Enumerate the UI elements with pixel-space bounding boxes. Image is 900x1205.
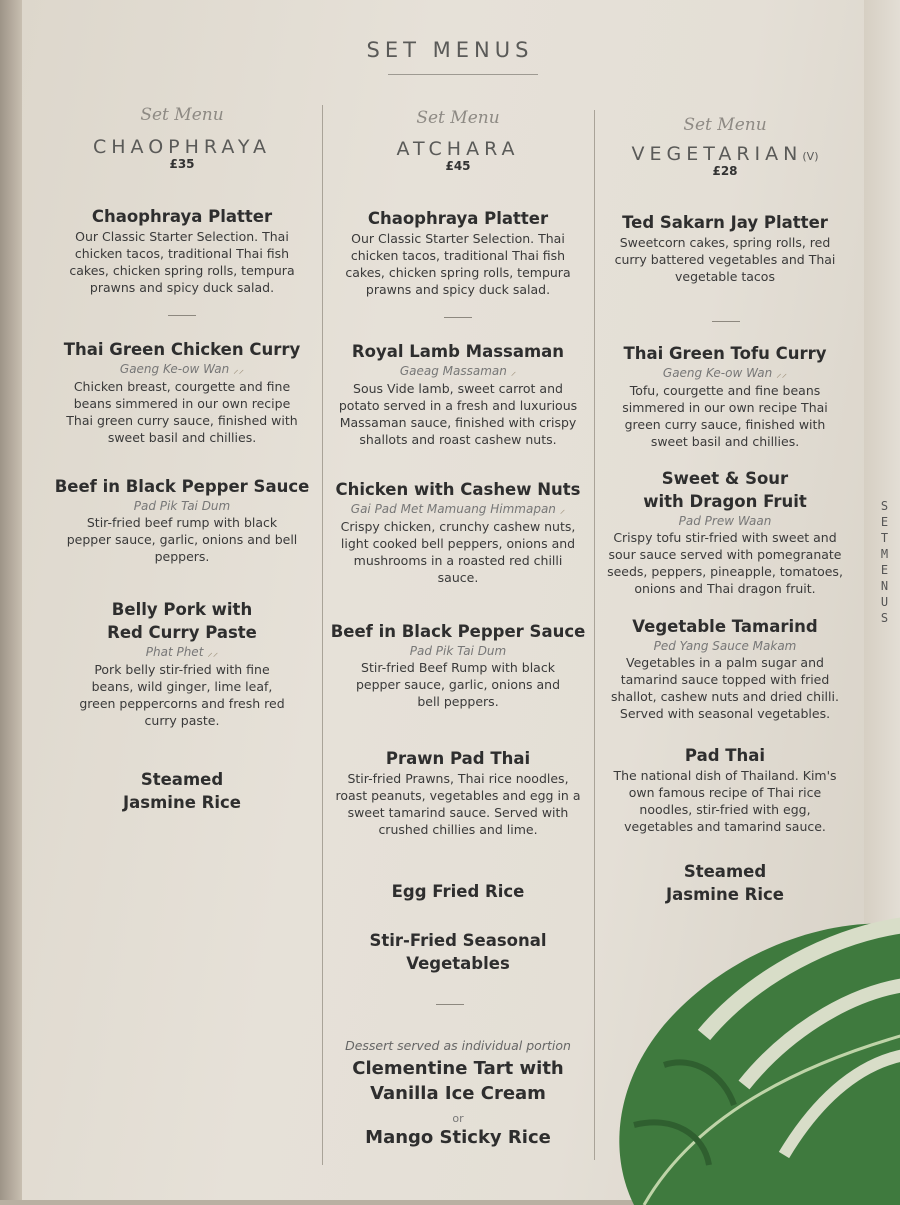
- page-title: SET MENUS: [366, 38, 534, 62]
- thai-name-text: Gaeng Ke-ow Wan: [662, 366, 773, 380]
- dish-item: [602, 860, 848, 906]
- dish-name: Belly Pork with Red Curry Paste: [107, 600, 257, 642]
- dish-item: [52, 598, 312, 729]
- chili-icon: ⸝⸝: [233, 363, 245, 376]
- dish-description: Stir-fried beef rump with black pepper sauce, garlic, onions and bell peppers.: [66, 515, 298, 564]
- dish-name: Ted Sakarn Jay Platter: [622, 213, 828, 232]
- menu-title: VEGETARIAN: [631, 143, 803, 165]
- dessert-option-2: Mango Sticky Rice: [365, 1127, 551, 1148]
- dish-item: [330, 880, 586, 903]
- dish-item: [52, 768, 312, 814]
- menu-column-chaophraya: [52, 0, 312, 1200]
- menu-script-label: Set Menu: [140, 105, 224, 125]
- dish-item: [602, 211, 848, 285]
- dish-name: Steamed Jasmine Rice: [666, 862, 784, 904]
- dish-item: [602, 467, 848, 597]
- dish-description: Sweetcorn cakes, spring rolls, red curry battered vegetables and Thai vegetable tacos: [614, 235, 836, 284]
- dish-name: Steamed Jasmine Rice: [123, 770, 241, 812]
- dish-name: Pad Thai: [684, 746, 766, 765]
- book-spine: [0, 0, 22, 1200]
- dish-item: [330, 478, 586, 586]
- dish-description: Sous Vide lamb, sweet carrot and potato served in a fresh and luxurious Massaman sauce, finished with crispy shallots and roast cashew nuts.: [338, 381, 578, 447]
- section-divider: [712, 321, 740, 322]
- dish-name: Chaophraya Platter: [91, 207, 273, 226]
- dish-description: Stir-fried Prawns, Thai rice noodles, roast peanuts, vegetables and egg in a sweet tamarind sauce. Served with crushed chillies and lime.: [335, 771, 581, 837]
- menu-title: ATCHARA: [396, 138, 520, 160]
- dish-thai-name: Ped Yang Sauce Makam: [653, 639, 797, 653]
- menu-price: £45: [445, 159, 471, 173]
- dish-item: [330, 620, 586, 710]
- dessert-option-1: Clementine Tart with Vanilla Ice Cream: [352, 1058, 564, 1104]
- dish-thai-name: [52, 361, 312, 378]
- thai-name-text: Phat Phet: [145, 645, 204, 659]
- dish-item: [52, 338, 312, 446]
- chili-icon: ⸝: [510, 365, 517, 378]
- dish-name: Chicken with Cashew Nuts: [335, 480, 581, 499]
- chili-icon: ⸝⸝: [776, 367, 788, 380]
- dish-description: Our Classic Starter Selection. Thai chicken tacos, traditional Thai fish cakes, chicken spring rolls, tempura prawns and spicy duck salad.: [345, 231, 571, 297]
- chili-icon: ⸝: [559, 503, 566, 516]
- column-divider-left: [322, 105, 323, 1165]
- monstera-leaf-icon: [604, 915, 900, 1205]
- dish-item: [52, 475, 312, 565]
- column-divider-right: [594, 110, 595, 1160]
- dish-description: Crispy tofu stir-fried with sweet and sour sauce served with pomegranate seeds, peppers, pineapple, tomatoes, onions and Thai dragon fruit.: [607, 530, 843, 596]
- section-divider: [168, 315, 196, 316]
- dish-name: Vegetable Tamarind: [632, 617, 818, 636]
- thai-name-text: Gaeng Ke-ow Wan: [119, 362, 230, 376]
- dish-item: [330, 340, 586, 448]
- menu-price: £28: [712, 164, 738, 178]
- dish-description: Tofu, courgette and fine beans simmered in our own recipe Thai green curry sauce, finished with sweet basil and chillies.: [622, 383, 828, 449]
- dessert-section: [330, 1038, 586, 1150]
- dish-thai-name: [52, 644, 312, 661]
- dish-thai-name: [330, 501, 586, 518]
- dish-item: [602, 744, 848, 835]
- dish-name: Sweet & Sour with Dragon Fruit: [643, 469, 807, 511]
- side-tab-text: SET MENUS: [880, 499, 892, 625]
- dish-thai-name: Pad Pik Tai Dum: [133, 499, 231, 513]
- dish-thai-name: [330, 363, 586, 380]
- dessert-note: Dessert served as individual portion: [345, 1038, 571, 1053]
- menu-title-row: [602, 143, 848, 165]
- dish-item: [52, 205, 312, 296]
- menu-script-label: Set Menu: [416, 108, 500, 128]
- section-divider: [444, 317, 472, 318]
- dish-name: Thai Green Tofu Curry: [623, 344, 827, 363]
- dish-item: [602, 615, 848, 722]
- vegetarian-badge: (V): [802, 150, 819, 163]
- dish-name: Egg Fried Rice: [391, 882, 525, 901]
- dish-description: Pork belly stir-fried with fine beans, wild ginger, lime leaf, green peppercorns and fresh red curry paste.: [79, 662, 285, 728]
- dish-item: [330, 747, 586, 838]
- dish-description: Stir-fried Beef Rump with black pepper sauce, garlic, onions and bell peppers.: [355, 660, 561, 709]
- dish-thai-name: Pad Pik Tai Dum: [409, 644, 507, 658]
- thai-name-text: Gaeag Massaman: [399, 364, 507, 378]
- thai-name-text: Gai Pad Met Mamuang Himmapan: [350, 502, 556, 516]
- menu-script-label: Set Menu: [683, 115, 767, 135]
- dish-description: Our Classic Starter Selection. Thai chicken tacos, traditional Thai fish cakes, chicken spring rolls, tempura prawns and spicy duck salad.: [69, 229, 295, 295]
- dessert-or: or: [452, 1112, 464, 1125]
- dish-item: [330, 207, 586, 298]
- chili-icon: ⸝⸝: [207, 646, 219, 659]
- dish-name: Beef in Black Pepper Sauce: [54, 477, 310, 496]
- dish-item: [602, 342, 848, 450]
- dish-description: Crispy chicken, crunchy cashew nuts, light cooked bell peppers, onions and mushrooms in a roasted red chilli sauce.: [340, 519, 576, 585]
- dish-name: Stir-Fried Seasonal Vegetables: [369, 931, 547, 973]
- dish-name: Chaophraya Platter: [367, 209, 549, 228]
- menu-price: £35: [169, 157, 195, 171]
- section-divider: [436, 1004, 464, 1005]
- dish-item: [330, 929, 586, 975]
- dish-name: Thai Green Chicken Curry: [63, 340, 301, 359]
- dish-description: Chicken breast, courgette and fine beans simmered in our own recipe Thai green curry sauce, finished with sweet basil and chillies.: [66, 379, 298, 445]
- dish-name: Royal Lamb Massaman: [351, 342, 565, 361]
- dish-description: Vegetables in a palm sugar and tamarind sauce topped with fried shallot, cashew nuts and dried chilli. Served with seasonal vegetables.: [611, 655, 839, 721]
- dish-description: The national dish of Thailand. Kim's own famous recipe of Thai rice noodles, stir-fried with egg, vegetables and tamarind sauce.: [613, 768, 837, 834]
- side-tab-label: [876, 498, 896, 626]
- dish-name: Beef in Black Pepper Sauce: [330, 622, 586, 641]
- dish-thai-name: Pad Prew Waan: [678, 514, 772, 528]
- menu-title: CHAOPHRAYA: [93, 136, 271, 158]
- dish-thai-name: [602, 365, 848, 382]
- dish-name: Prawn Pad Thai: [385, 749, 531, 768]
- menu-column-atchara: [330, 0, 586, 1200]
